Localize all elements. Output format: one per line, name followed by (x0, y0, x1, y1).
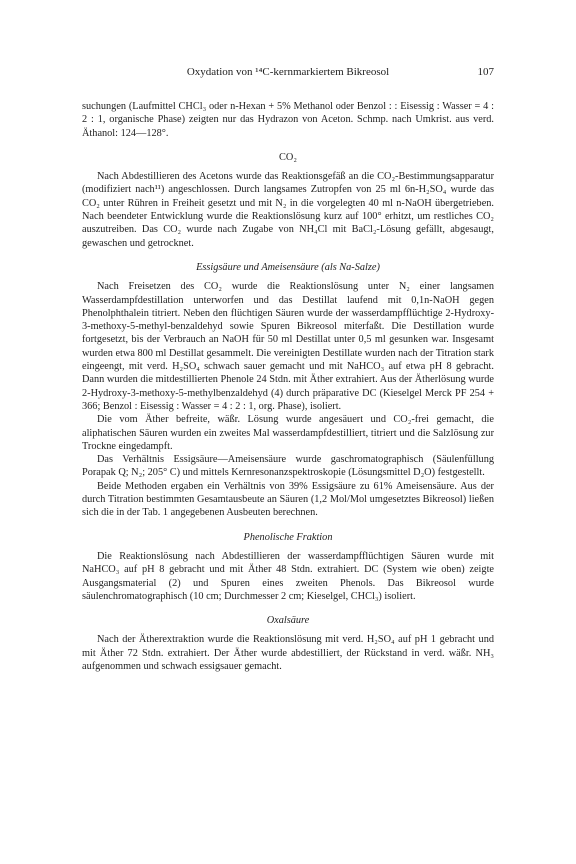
section-heading-oxalic: Oxalsäure (266, 615, 310, 627)
section-heading-phenolic: Phenolische Fraktion (243, 531, 333, 543)
intro-paragraph: suchungen (Laufmittel CHCl₃ oder n-Hexan + 5% Methanol oder Benzol : : Eisessig : Wasser = 4 : 2 : 1, organische Phase) zeigten nur das Hydrazon von Aceton. Schmp. nach Umkrist. aus verd. Äthanol: 124—128°. (82, 101, 494, 139)
running-header (82, 66, 494, 84)
section-heading-acids: Essigsäure und Ameisensäure (als Na-Salze) (196, 261, 380, 273)
section-heading-co2: CO₂ (279, 151, 297, 163)
oxalic-paragraph: Nach der Ätherextraktion wurde die Reaktionslösung mit verd. H₂SO₄ auf pH 1 gebracht und mit Äther 72 Stdn. extrahiert. Der Äther wurde abdestilliert, der Rückstand in verd. wäßr. NH₃ aufgenommen und schwach essigsauer gemacht. (82, 634, 494, 672)
co2-paragraph: Nach Abdestillieren des Acetons wurde das Reaktionsgefäß an die CO₂-Bestimmungsapparatur (modifiziert nach¹¹) angeschlossen. Durch langsames Zutropfen von 25 ml 6n-H₂SO₄ wurde das CO₂ unter Rühren in Freiheit gesetzt und mit N₂ in die vorgelegten 40 ml n-NaOH übergetrieben. Nach beendeter Entwicklung wurde die Reaktionslösung kurz auf 100° erhitzt, um restliches CO₂ auszutreiben. Das CO₂ wurde nach Zugabe von NH₄Cl mit BaCl₂-Lösung gefällt, abgesaugt, gewaschen und getrocknet. (82, 171, 494, 249)
phenolic-paragraph: Die Reaktionslösung nach Abdestillieren der wasserdampfflüchtigen Säuren wurde mit NaHCO₃ auf pH 8 gebracht und mit Äther 48 Stdn. extrahiert. DC (System wie oben) zeigte Ausgangsmaterial (2) und Spuren eines zweiten Phenols. Das Bikreosol wurde säulenchromatographisch (10 cm; Durchmesser 2 cm; Kieselgel, CHCl₃) isoliert. (82, 550, 494, 602)
acids-paragraph-2: Die vom Äther befreite, wäßr. Lösung wurde angesäuert und CO₂-frei gemacht, die aliphatischen Säuren wurden ein zweites Mal wasserdampfdestilliert, titriert und die Salzlösung zur Trockne eingedampft. (82, 414, 494, 452)
page-number: 107 (477, 66, 494, 78)
acids-paragraph-3: Das Verhältnis Essigsäure—Ameisensäure wurde gaschromatographisch (Säulenfüllung Porapak Q; N₂; 205° C) und mittels Kernresonanzspektroskopie (Lösungsmittel D₂O) festgestellt. (82, 454, 494, 479)
acids-paragraph-4: Beide Methoden ergaben ein Verhältnis von 39% Essigsäure zu 61% Ameisensäure. Aus der durch Titration bestimmten Gesamtausbeute an Säuren (1,2 Mol/Mol umgesetztes Bikreosol) ließen sich die in der Tab. 1 angegebenen Ausbeuten berechnen. (82, 480, 494, 519)
document-page (82, 66, 494, 673)
running-title: Oxydation von ¹⁴C-kernmarkiertem Bikreosol (186, 66, 390, 78)
acids-paragraph-1: Nach Freisetzen des CO₂ wurde die Reaktionslösung unter N₂ einer langsamen Wasserdampfdestillation unterworfen und das Destillat laufend mit 0,1n-NaOH gegen Phenolphthalein titriert. Neben den flüchtigen Säuren wurde der wasserdampfflüchtige 2-Hydroxy-3-methoxy-5-methyl-benzaldehyd sowie Spuren Bikreosol miterfaßt. Die Destillation wurde fortgesetzt, bis der Verbrauch an NaOH für 50 ml Destillat unter 0,5 ml gesunken war. Insgesamt wurden etwa 800 ml Destillat gesammelt. Die vereinigten Destillate wurden nach der Titration stark eingeengt, mit verd. H₂SO₄ schwach sauer gemacht und mit NaHCO₃ auf etwa pH 8 gebracht. Dann wurden die mitdestillierten Phenole 24 Stdn. mit Äther extrahiert. Aus der Ätherlösung wurde 2-Hydroxy-3-methoxy-5-methylbenzaldehyd (4) durch präparative DC (Kieselgel Merck PF 254 + 366; Benzol : Eisessig : Wasser = 4 : 2 : 1, org. Phase), isoliert. (82, 281, 494, 412)
